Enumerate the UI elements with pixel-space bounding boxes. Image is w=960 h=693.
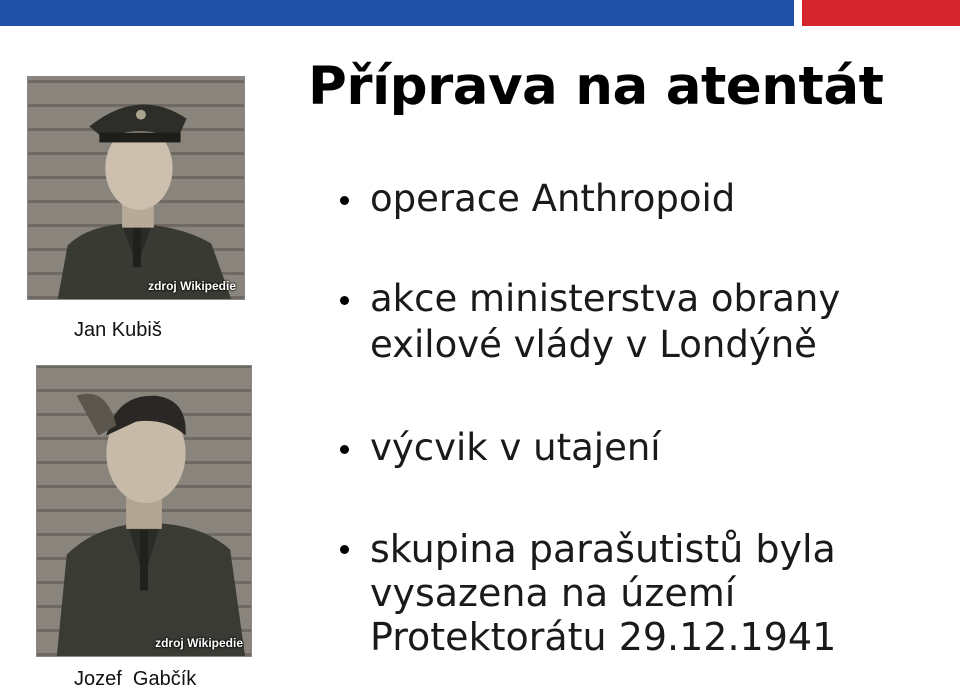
portrait-photo-gabcik: [36, 365, 252, 657]
portrait-gabcik-illustration: [37, 366, 251, 656]
bullet-dot: [340, 445, 349, 454]
photo-caption: Jozef Gabčík: [74, 668, 197, 690]
bullet-text: skupina parašutistů byla vysazena na území Protektorátu 29.12.1941: [370, 527, 837, 659]
photo-credit: zdroj Wikipedie: [148, 279, 236, 293]
bullet-dot: [340, 545, 349, 554]
slide-title: Příprava na atentát: [308, 56, 884, 117]
portrait-kubis-illustration: [28, 77, 244, 299]
header-bar-blue: [0, 0, 794, 26]
photo-caption: Jan Kubiš: [74, 319, 162, 341]
bullet-dot: [340, 296, 349, 305]
bullet-text: akce ministerstva obrany exilové vlády v Londýně: [370, 277, 841, 366]
bullet-dot: [340, 196, 349, 205]
bullet-text: výcvik v utajení: [370, 426, 661, 469]
photo-credit: zdroj Wikipedie: [155, 636, 243, 650]
header-bar-gap: [794, 0, 802, 26]
bullet-text: operace Anthropoid: [370, 177, 736, 220]
header-bar-red: [802, 0, 960, 26]
portrait-photo-kubis: [27, 76, 245, 300]
